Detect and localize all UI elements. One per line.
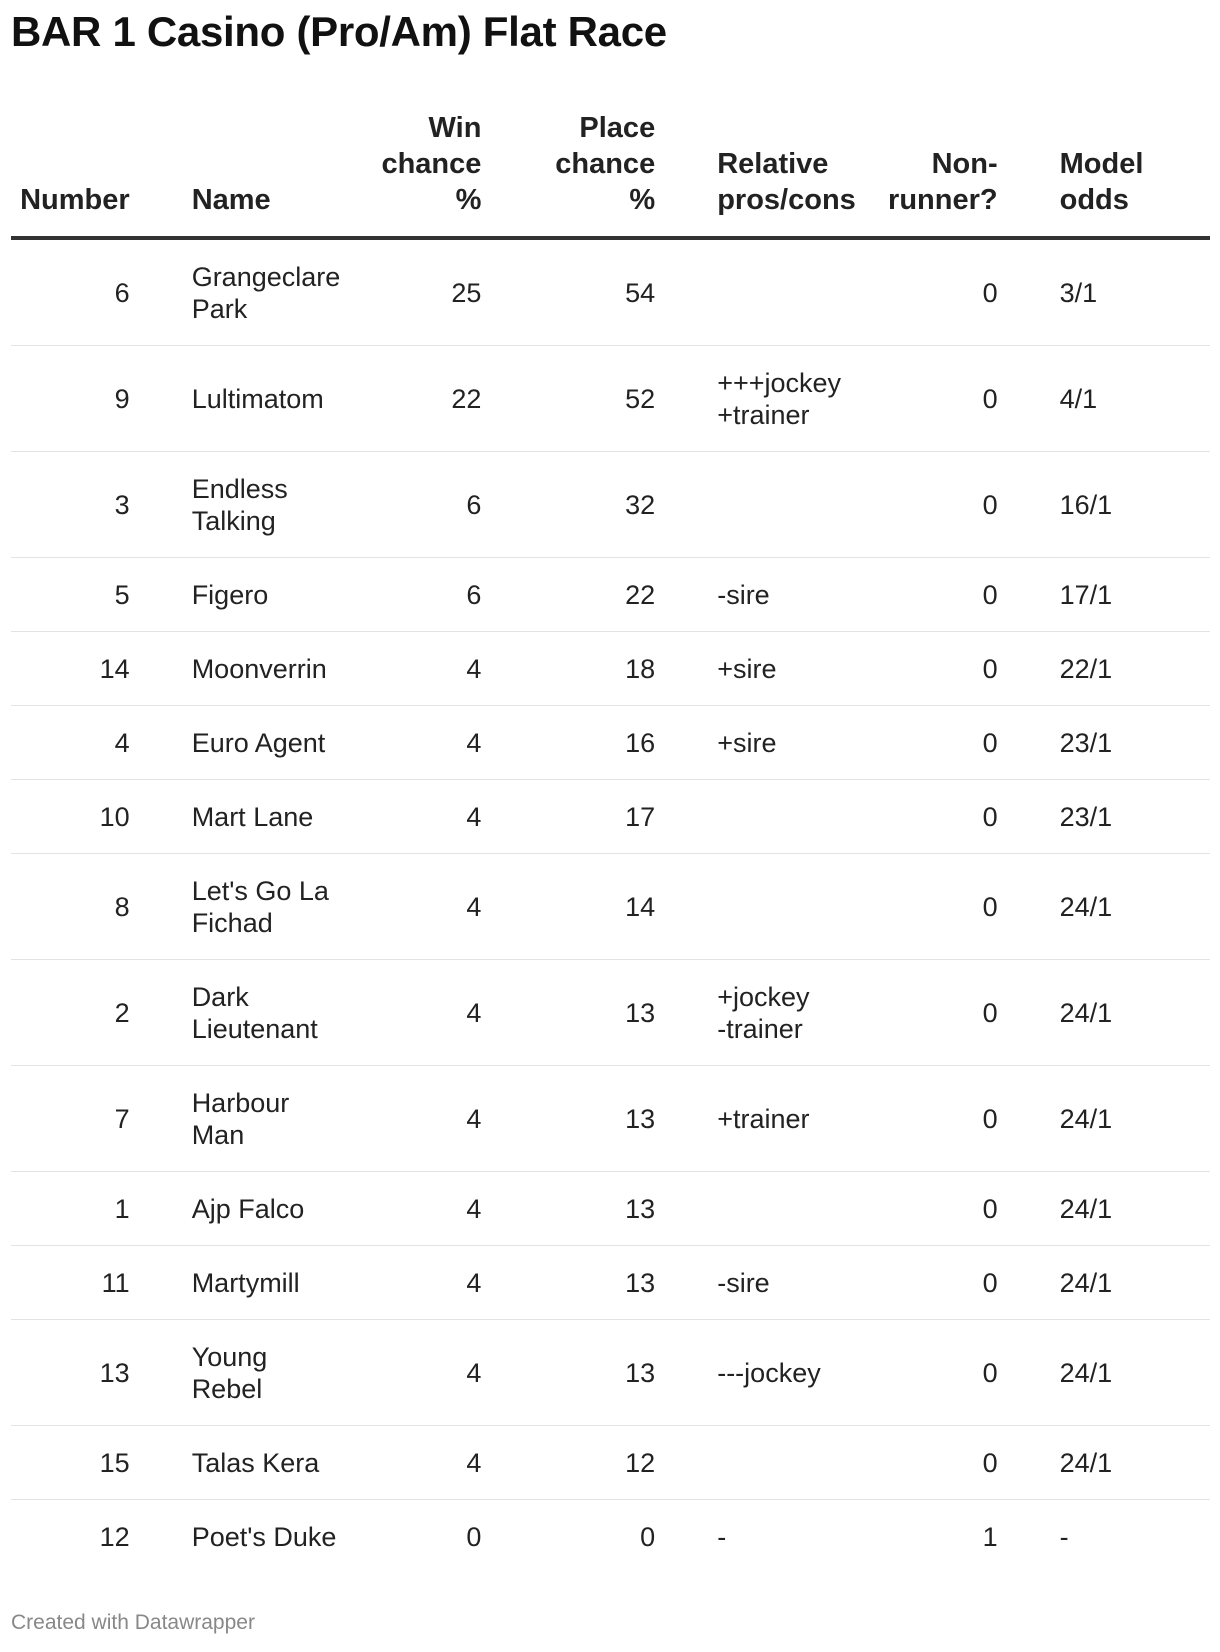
cell-model-odds: 22/1	[1050, 632, 1210, 706]
cell-number: 7	[11, 1066, 182, 1172]
cell-number: 1	[11, 1172, 182, 1246]
cell-model-odds: 23/1	[1050, 706, 1210, 780]
cell-relative-pros-cons	[707, 960, 883, 1066]
cell-win-chance: 4	[363, 1066, 534, 1172]
table-row	[11, 632, 1210, 706]
cell-relative-pros-cons	[707, 1246, 883, 1320]
footer-credit: Created with Datawrapper	[11, 1611, 255, 1634]
cell-name	[182, 1246, 363, 1320]
table-row	[11, 1500, 1210, 1574]
column-header-win-chance	[363, 110, 534, 238]
cell-model-odds: 16/1	[1050, 452, 1210, 558]
cell-name	[182, 960, 363, 1066]
cell-name	[182, 1066, 363, 1172]
cell-name	[182, 1426, 363, 1500]
cell-number: 2	[11, 960, 182, 1066]
cell-non-runner: 0	[883, 1066, 1050, 1172]
cell-number: 14	[11, 632, 182, 706]
cell-number: 10	[11, 780, 182, 854]
column-header-line: Number	[20, 184, 130, 216]
cell-non-runner: 0	[883, 1172, 1050, 1246]
column-header-line: Win	[428, 112, 482, 144]
cell-name-line: Dark	[191, 981, 249, 1012]
cell-relative-pros-cons-line: +trainer	[717, 399, 810, 430]
column-header-line: %	[629, 184, 656, 216]
cell-name-line: Man	[191, 1119, 245, 1150]
cell-non-runner: 1	[982, 1521, 998, 1552]
cell-model-odds: 24/1	[1050, 1320, 1210, 1426]
cell-name	[182, 1500, 363, 1574]
cell-relative-pros-cons-line: -sire	[717, 579, 770, 610]
cell-relative-pros-cons-line: +sire	[717, 653, 777, 684]
cell-relative-pros-cons	[707, 1320, 883, 1426]
cell-model-odds: 24/1	[1050, 1172, 1210, 1246]
cell-name	[182, 346, 363, 452]
column-header-non-runner	[883, 110, 1050, 238]
cell-win-chance: 25	[363, 238, 534, 346]
cell-relative-pros-cons	[707, 558, 883, 632]
cell-place-chance: 12	[533, 1426, 707, 1500]
cell-win-chance: 4	[363, 706, 534, 780]
cell-number: 12	[99, 1521, 130, 1552]
cell-name	[182, 1172, 363, 1246]
table-row	[11, 346, 1210, 452]
cell-relative-pros-cons-line: +jockey	[717, 981, 810, 1012]
cell-number: 11	[11, 1246, 182, 1320]
cell-name-line: Young	[191, 1341, 268, 1372]
column-header-place-chance	[533, 110, 707, 238]
cell-name-line: Figero	[191, 579, 269, 610]
cell-number: 4	[11, 706, 182, 780]
cell-name	[182, 706, 363, 780]
cell-number: 9	[11, 346, 182, 452]
cell-relative-pros-cons	[707, 238, 883, 346]
cell-model-odds: 24/1	[1050, 1066, 1210, 1172]
cell-relative-pros-cons-line: -sire	[717, 1267, 770, 1298]
cell-name-line: Grangeclare	[191, 261, 341, 292]
cell-place-chance: 17	[533, 780, 707, 854]
cell-name	[182, 452, 363, 558]
cell-win-chance: 4	[363, 854, 534, 960]
cell-place-chance: 32	[533, 452, 707, 558]
cell-win-chance: 4	[363, 1426, 534, 1500]
cell-name-line: Harbour	[191, 1087, 290, 1118]
cell-non-runner: 0	[883, 960, 1050, 1066]
cell-win-chance: 4	[363, 1320, 534, 1426]
cell-non-runner: 0	[883, 1320, 1050, 1426]
table-row	[11, 706, 1210, 780]
column-header-line: pros/cons	[717, 184, 856, 216]
cell-relative-pros-cons-line: ---jockey	[717, 1357, 821, 1388]
cell-number: 3	[11, 452, 182, 558]
cell-name-line: Lieutenant	[191, 1013, 318, 1044]
cell-relative-pros-cons	[707, 1426, 883, 1500]
cell-name-line: Martymill	[191, 1267, 300, 1298]
column-header-model-odds	[1050, 110, 1210, 238]
cell-relative-pros-cons-line: -	[717, 1521, 727, 1552]
header-row	[11, 110, 1210, 238]
column-header-line: Model	[1059, 148, 1144, 180]
cell-win-chance: 4	[363, 1172, 534, 1246]
cell-name-line: Mart Lane	[191, 801, 314, 832]
cell-non-runner: 0	[883, 1426, 1050, 1500]
cell-name-line: Endless	[191, 473, 288, 504]
cell-relative-pros-cons	[707, 854, 883, 960]
cell-model-odds: 3/1	[1050, 238, 1210, 346]
cell-relative-pros-cons	[707, 1066, 883, 1172]
cell-win-chance: 6	[363, 452, 534, 558]
cell-relative-pros-cons	[707, 780, 883, 854]
cell-non-runner: 0	[883, 780, 1050, 854]
cell-model-odds: 17/1	[1050, 558, 1210, 632]
table-row	[11, 1320, 1210, 1426]
cell-win-chance: 6	[363, 558, 534, 632]
cell-relative-pros-cons	[707, 1172, 883, 1246]
cell-place-chance: 52	[533, 346, 707, 452]
cell-place-chance: 13	[533, 1066, 707, 1172]
cell-number: 6	[11, 238, 182, 346]
cell-win-chance: 4	[363, 1246, 534, 1320]
cell-name	[182, 780, 363, 854]
table-row	[11, 558, 1210, 632]
column-header-line: Non-	[931, 148, 998, 180]
cell-model-odds: 24/1	[1050, 960, 1210, 1066]
cell-name-line: Talking	[191, 505, 276, 536]
table-row	[11, 238, 1210, 346]
cell-relative-pros-cons	[707, 452, 883, 558]
cell-model-odds: 23/1	[1050, 780, 1210, 854]
cell-non-runner: 0	[883, 1246, 1050, 1320]
cell-name-line: Let's Go La	[191, 875, 329, 906]
column-header-name	[182, 110, 363, 238]
column-header-line: Relative	[717, 148, 829, 180]
column-header-relative-pros-cons	[707, 110, 883, 238]
cell-name-line: Poet's Duke	[191, 1521, 337, 1552]
cell-place-chance: 54	[533, 238, 707, 346]
table-header	[11, 110, 1210, 238]
cell-place-chance: 13	[533, 1320, 707, 1426]
table-row	[11, 1066, 1210, 1172]
column-header-line: runner?	[888, 184, 998, 216]
cell-place-chance: 18	[533, 632, 707, 706]
table-row	[11, 1172, 1210, 1246]
cell-place-chance: 13	[533, 1172, 707, 1246]
cell-model-odds: 4/1	[1050, 346, 1210, 452]
cell-number: 5	[11, 558, 182, 632]
table-row	[11, 960, 1210, 1066]
cell-relative-pros-cons-line: +++jockey	[717, 367, 842, 398]
column-header-line: %	[455, 184, 482, 216]
table-row	[11, 780, 1210, 854]
cell-model-odds: 24/1	[1050, 854, 1210, 960]
cell-name-line: Euro Agent	[191, 727, 326, 758]
cell-number: 15	[11, 1426, 182, 1500]
cell-name-line: Rebel	[191, 1373, 263, 1404]
race-table	[11, 110, 1210, 1573]
cell-non-runner: 0	[883, 346, 1050, 452]
column-header-line: chance	[555, 148, 656, 180]
cell-model-odds: 24/1	[1050, 1426, 1210, 1500]
column-header-line: Place	[579, 112, 656, 144]
table-row	[11, 452, 1210, 558]
cell-number: 13	[11, 1320, 182, 1426]
cell-place-chance: 14	[533, 854, 707, 960]
cell-name	[182, 558, 363, 632]
chart-title: BAR 1 Casino (Pro/Am) Flat Race	[11, 8, 667, 55]
cell-name	[182, 632, 363, 706]
cell-relative-pros-cons-line: +sire	[717, 727, 777, 758]
cell-name-line: Park	[191, 293, 248, 324]
cell-model-odds: 24/1	[1050, 1246, 1210, 1320]
cell-non-runner: 0	[883, 452, 1050, 558]
cell-non-runner: 0	[883, 632, 1050, 706]
cell-relative-pros-cons	[707, 706, 883, 780]
column-header-line: Name	[191, 184, 271, 216]
cell-name	[182, 1320, 363, 1426]
cell-relative-pros-cons	[707, 346, 883, 452]
cell-win-chance: 22	[363, 346, 534, 452]
cell-place-chance: 22	[533, 558, 707, 632]
column-header-line: chance	[381, 148, 482, 180]
cell-name	[182, 238, 363, 346]
cell-win-chance: 4	[363, 632, 534, 706]
table-row	[11, 1246, 1210, 1320]
cell-relative-pros-cons	[707, 1500, 883, 1574]
cell-name-line: Lultimatom	[191, 383, 324, 414]
cell-name-line: Moonverrin	[191, 653, 327, 684]
cell-relative-pros-cons-line: +trainer	[717, 1103, 810, 1134]
cell-non-runner: 0	[883, 558, 1050, 632]
cell-non-runner: 0	[883, 706, 1050, 780]
cell-name-line: Fichad	[191, 907, 273, 938]
cell-relative-pros-cons-line: -trainer	[717, 1013, 803, 1044]
cell-non-runner: 0	[883, 854, 1050, 960]
cell-name	[182, 854, 363, 960]
cell-win-chance: 4	[363, 960, 534, 1066]
table-row	[11, 1426, 1210, 1500]
cell-non-runner: 0	[883, 238, 1050, 346]
table-row	[11, 854, 1210, 960]
column-header-number	[11, 110, 182, 238]
cell-name-line: Ajp Falco	[191, 1193, 305, 1224]
cell-number: 8	[11, 854, 182, 960]
column-header-line: odds	[1059, 184, 1129, 216]
cell-place-chance: 0	[640, 1521, 656, 1552]
cell-relative-pros-cons	[707, 632, 883, 706]
cell-win-chance: 4	[363, 780, 534, 854]
cell-place-chance: 13	[533, 960, 707, 1066]
cell-model-odds: -	[1059, 1521, 1069, 1552]
cell-place-chance: 13	[533, 1246, 707, 1320]
cell-win-chance: 0	[466, 1521, 482, 1552]
table-body	[11, 238, 1210, 1573]
cell-name-line: Talas Kera	[191, 1447, 320, 1478]
cell-place-chance: 16	[533, 706, 707, 780]
